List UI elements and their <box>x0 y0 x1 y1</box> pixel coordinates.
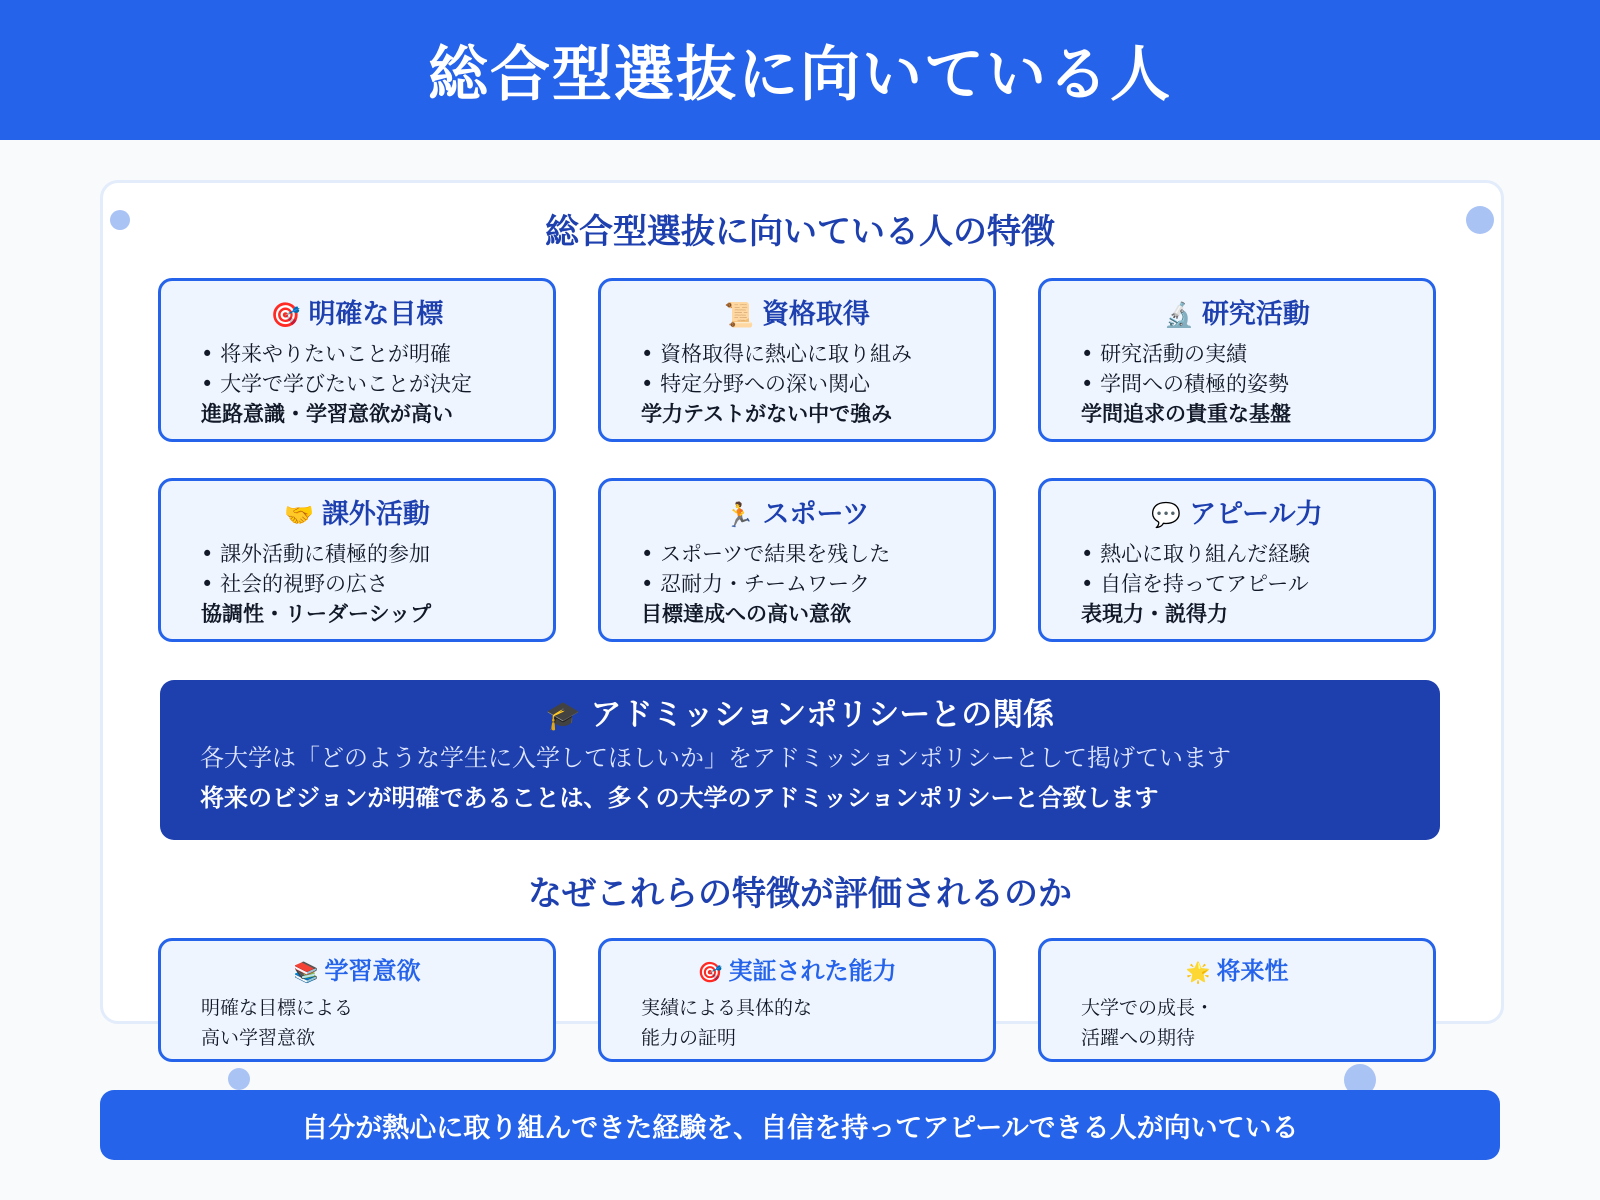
card-bullet: • 大学で学びたいことが決定 <box>201 369 553 399</box>
card-bullet: • 学問への積極的姿勢 <box>1081 369 1433 399</box>
card-title: 実証された能力 <box>728 957 897 985</box>
speech-bubble-icon: 💬 <box>1151 501 1182 529</box>
card-title: 課外活動 <box>321 499 430 530</box>
feature-card-research <box>1038 278 1436 442</box>
feature-card-sports <box>598 478 996 642</box>
card-bullet: • 研究活動の実績 <box>1081 339 1433 369</box>
policy-title: アドミッションポリシーとの関係 <box>590 697 1055 733</box>
card-summary: 表現力・説得力 <box>1081 602 1228 626</box>
runner-icon: 🏃 <box>724 501 755 529</box>
target-icon: 🎯 <box>697 960 723 984</box>
feature-card-goal <box>158 278 556 442</box>
card-bullet: • 資格取得に熱心に取り組み <box>641 339 993 369</box>
feature-card-appeal <box>1038 478 1436 642</box>
feature-card-extracurricular <box>158 478 556 642</box>
card-summary: 協調性・リーダーシップ <box>201 602 432 626</box>
card-line: 高い学習意欲 <box>201 1027 316 1049</box>
card-summary: 目標達成への高い意欲 <box>641 602 851 626</box>
graduation-cap-icon: 🎓 <box>545 699 581 732</box>
admission-policy-box <box>160 680 1440 840</box>
card-line: 大学での成長・ <box>1081 997 1215 1019</box>
card-bullet: • 将来やりたいことが明確 <box>201 339 553 369</box>
evaluation-section-title: なぜこれらの特徴が評価されるのか <box>528 874 1072 914</box>
target-icon: 🎯 <box>270 301 301 329</box>
card-bullet: • 自信を持ってアピール <box>1081 569 1433 599</box>
card-title: 資格取得 <box>761 299 870 330</box>
evaluation-card-ability <box>598 938 996 1062</box>
page-title: 総合型選抜に向いている人 <box>428 40 1172 110</box>
card-title: スポーツ <box>762 499 870 530</box>
card-bullet: • スポーツで結果を残した <box>641 539 993 569</box>
header-bar <box>0 0 1600 140</box>
card-line: 能力の証明 <box>641 1027 737 1049</box>
card-bullet: • 特定分野への深い関心 <box>641 369 993 399</box>
scroll-icon: 📜 <box>724 301 754 329</box>
card-line: 実績による具体的な <box>641 997 813 1019</box>
card-bullet: • 忍耐力・チームワーク <box>641 569 993 599</box>
card-bullet: • 課外活動に積極的参加 <box>201 539 553 569</box>
banner-text: 自分が熱心に取り組んできた経験を、自信を持ってアピールできる人が向いている <box>301 1112 1299 1144</box>
policy-line-emphasis: 将来のビジョンが明確であることは、多くの大学のアドミッションポリシーと合致します <box>200 784 1159 812</box>
features-section-title: 総合型選抜に向いている人の特徴 <box>545 212 1055 252</box>
conclusion-banner <box>100 1090 1500 1160</box>
feature-card-qualification <box>598 278 996 442</box>
decor-dot <box>228 1068 250 1090</box>
handshake-icon: 🤝 <box>284 501 314 529</box>
microscope-icon: 🔬 <box>1164 301 1194 329</box>
card-title: 学習意欲 <box>324 957 421 985</box>
card-bullet: • 社会的視野の広さ <box>201 569 553 599</box>
card-line: 明確な目標による <box>201 997 354 1019</box>
card-summary: 進路意識・学習意欲が高い <box>201 402 453 426</box>
card-line: 活躍への期待 <box>1081 1027 1196 1049</box>
card-summary: 学力テストがない中で強み <box>641 402 893 426</box>
books-icon: 📚 <box>293 960 319 984</box>
evaluation-card-motivation <box>158 938 556 1062</box>
card-title: 明確な目標 <box>308 299 444 330</box>
card-title: 研究活動 <box>1201 299 1310 330</box>
card-title: 将来性 <box>1216 957 1289 985</box>
evaluation-card-potential <box>1038 938 1436 1062</box>
card-bullet: • 熱心に取り組んだ経験 <box>1081 539 1433 569</box>
card-summary: 学問追求の貴重な基盤 <box>1081 402 1291 426</box>
star-icon: 🌟 <box>1185 960 1211 984</box>
card-title: アピール力 <box>1189 499 1323 530</box>
policy-line: 各大学は「どのような学生に入学してほしいか」をアドミッションポリシーとして掲げています <box>200 744 1232 772</box>
